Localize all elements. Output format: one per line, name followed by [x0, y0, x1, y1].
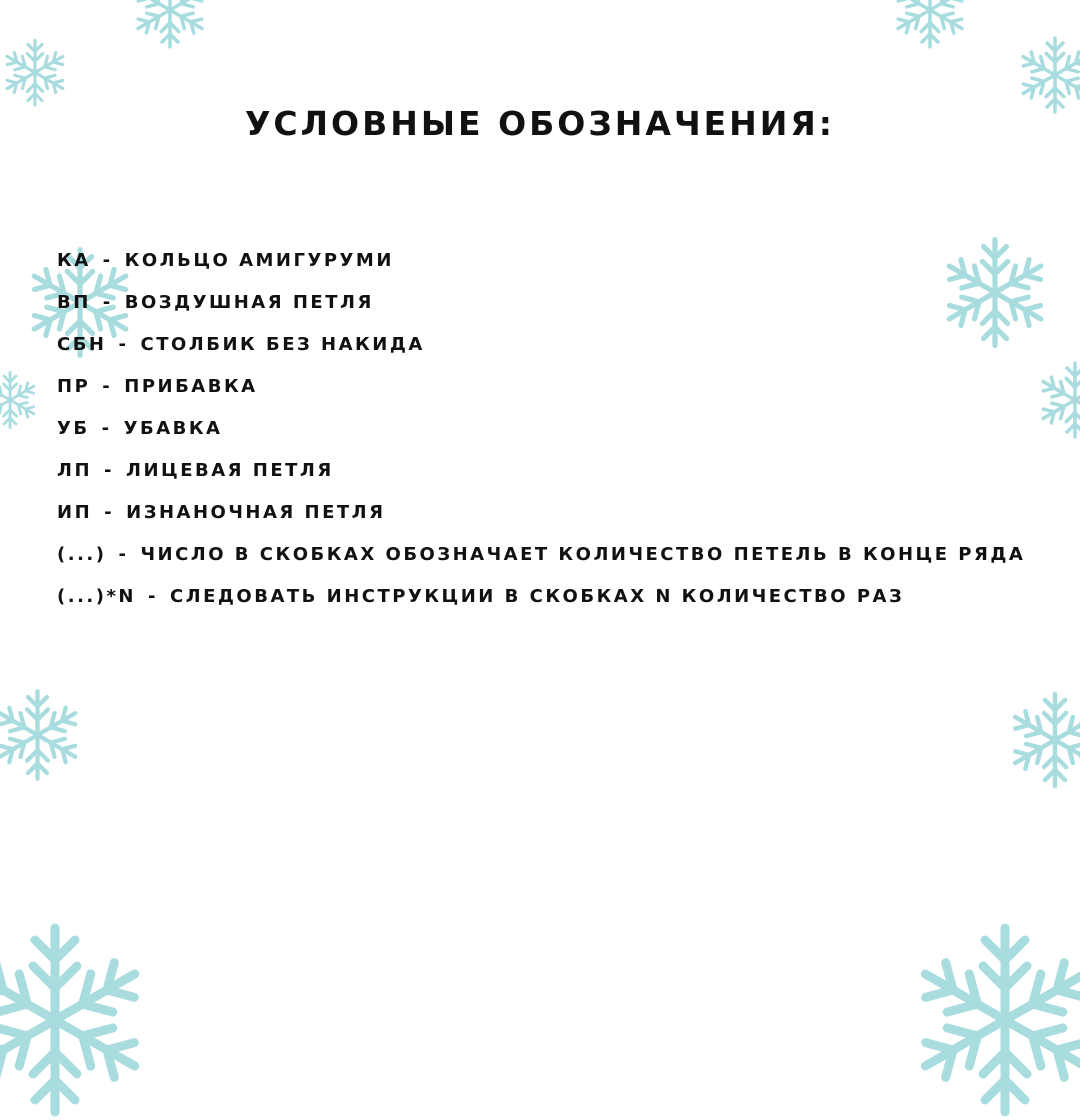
legend-text: УБАВКА — [123, 418, 223, 439]
legend-abbr: (...)*N — [57, 586, 136, 607]
snowflake-icon — [0, 685, 85, 785]
legend-item — [57, 450, 1027, 492]
snowflake-icon — [900, 920, 1080, 1120]
legend-item — [57, 408, 1027, 450]
legend-separator: - — [102, 250, 113, 271]
legend-abbr: ИП — [57, 502, 93, 523]
legend-separator: - — [118, 334, 129, 355]
legend-abbr: ПР — [57, 376, 91, 397]
legend-text: ЧИСЛО В СКОБКАХ ОБОЗНАЧАЕТ КОЛИЧЕСТВО ПЕТЕЛЬ В КОНЦЕ РЯДА — [140, 544, 1026, 565]
legend-text: ПРИБАВКА — [124, 376, 258, 397]
legend-abbr: КА — [57, 250, 91, 271]
snowflake-icon — [1035, 360, 1080, 440]
snowflake-icon — [0, 35, 70, 110]
legend-text: СЛЕДОВАТЬ ИНСТРУКЦИИ В СКОБКАХ N КОЛИЧЕСТВО РАЗ — [169, 586, 905, 607]
legend-text: СТОЛБИК БЕЗ НАКИДА — [140, 334, 425, 355]
snowflake-icon — [0, 355, 40, 445]
legend-abbr: УБ — [57, 418, 90, 439]
snowflake-icon — [0, 920, 160, 1120]
legend-text: КОЛЬЦО АМИГУРУМИ — [124, 250, 394, 271]
legend-item — [57, 324, 1027, 366]
legend-item — [57, 282, 1027, 324]
legend-item — [57, 240, 1027, 282]
legend-separator: - — [118, 544, 129, 565]
snowflake-icon — [890, 0, 970, 50]
page-title: УСЛОВНЫЕ ОБОЗНАЧЕНИЯ: — [244, 104, 836, 143]
legend-text: ИЗНАНОЧНАЯ ПЕТЛЯ — [126, 502, 386, 523]
legend-abbr: СБН — [57, 334, 107, 355]
legend-abbr: (...) — [57, 544, 107, 565]
legend-separator: - — [104, 460, 114, 481]
legend-item — [57, 576, 1027, 618]
legend-abbr: ВП — [57, 292, 91, 313]
legend-abbr: ЛП — [57, 460, 93, 481]
legend-separator: - — [147, 586, 158, 607]
legend-list — [57, 240, 1027, 618]
legend-separator: - — [101, 418, 112, 439]
legend-text: ЛИЦЕВАЯ ПЕТЛЯ — [126, 460, 334, 481]
snowflake-icon — [130, 0, 210, 50]
snowflake-icon — [1005, 690, 1080, 790]
legend-separator: - — [102, 376, 113, 397]
legend-item — [57, 534, 1027, 576]
legend-item — [57, 492, 1027, 534]
legend-item — [57, 366, 1027, 408]
legend-text: ВОЗДУШНАЯ ПЕТЛЯ — [124, 292, 374, 313]
snowflake-icon — [1015, 35, 1080, 115]
legend-separator: - — [104, 502, 115, 523]
legend-separator: - — [102, 292, 113, 313]
